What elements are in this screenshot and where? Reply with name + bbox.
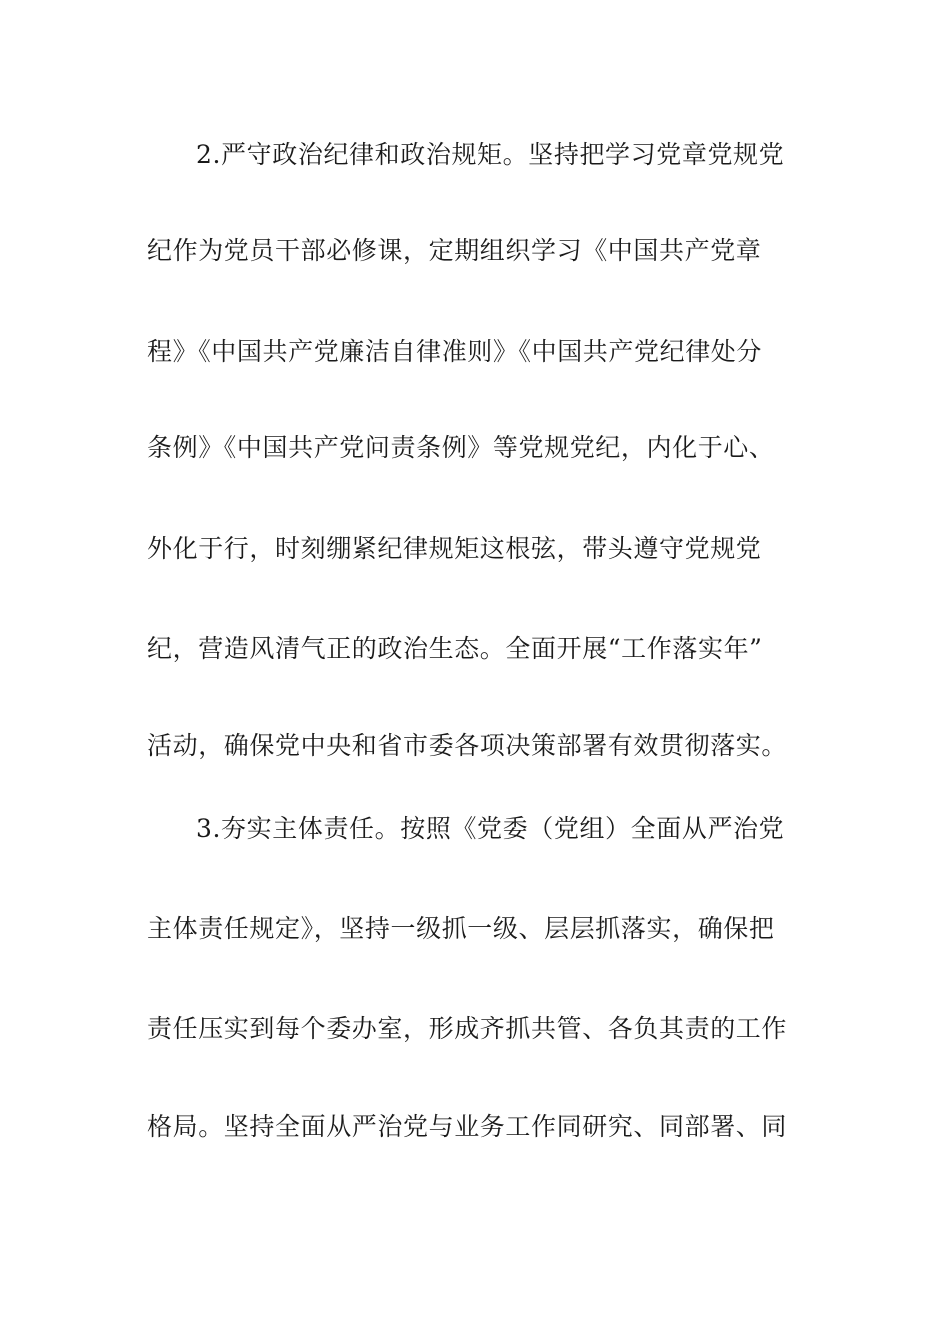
paragraph-2-line-5: 外化于行，时刻绷紧纪律规矩这根弦，带头遵守党规党 [147,534,762,563]
paragraph-2-line-2: 纪作为党员干部必修课，定期组织学习《中国共产党章 [147,236,762,265]
paragraph-2-line-4: 条例》《中国共产党问责条例》等党规党纪，内化于心、 [147,433,775,462]
paragraph-2-line-7: 活动，确保党中央和省市委各项决策部署有效贯彻落实。 [147,731,788,760]
paragraph-3-line-4: 格局。坚持全面从严治党与业务工作同研究、同部署、同 [147,1112,788,1141]
paragraph-2-line-3: 程》《中国共产党廉洁自律准则》《中国共产党纪律处分 [147,337,763,366]
paragraph-3-line-2: 主体责任规定》，坚持一级抓一级、层层抓落实，确保把 [147,914,775,943]
paragraph-3-line-3: 责任压实到每个委办室，形成齐抓共管、各负其责的工作 [147,1014,788,1043]
paragraph-2-line-6: 纪，营造风清气正的政治生态。全面开展“工作落实年” [147,634,763,663]
paragraph-3-line-1: 3.夯实主体责任。按照《党委（党组）全面从严治党 [196,814,785,843]
paragraph-2-line-1: 2.严守政治纪律和政治规矩。坚持把学习党章党规党 [196,140,785,169]
